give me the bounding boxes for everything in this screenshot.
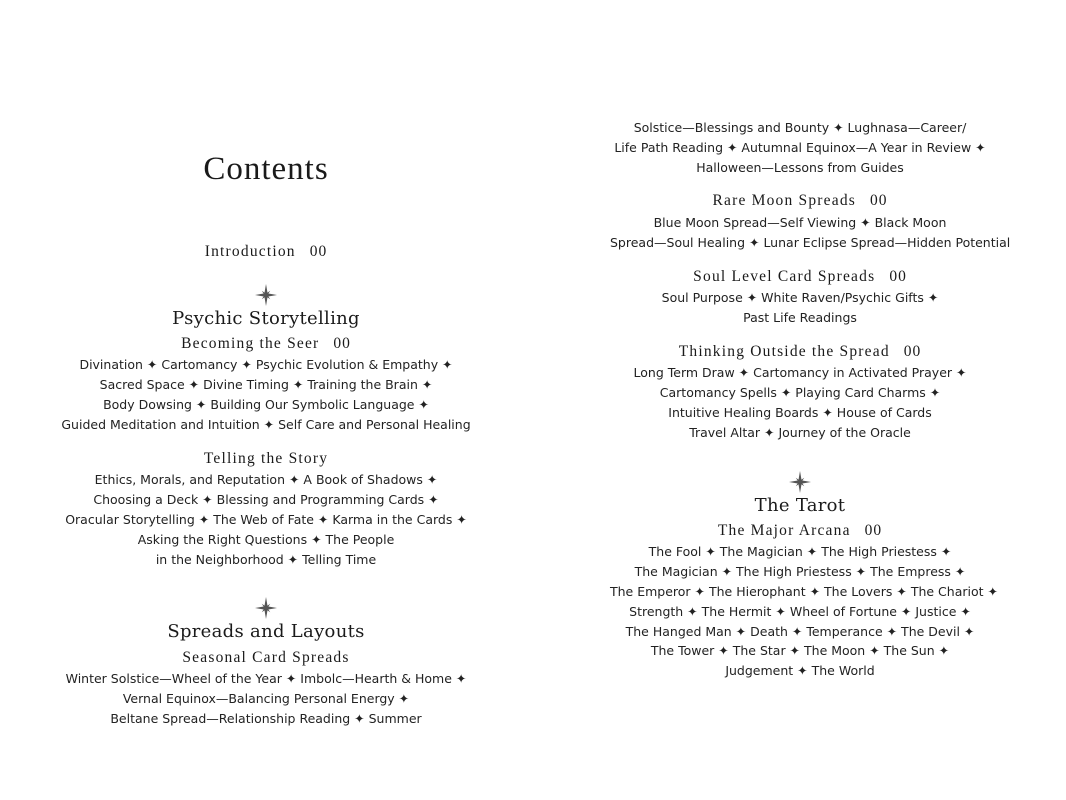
chapter-title: Introduction bbox=[204, 243, 296, 260]
topic-line: Blue Moon Spread—Self Viewing ✦ Black Moon bbox=[653, 215, 947, 230]
chapter-title: Soul Level Card Spreads bbox=[693, 268, 876, 285]
topic-line: Travel Altar ✦ Journey of the Oracle bbox=[689, 425, 911, 440]
toc-entry-telling-the-story[interactable] bbox=[60, 450, 472, 468]
chapter-title: Seasonal Card Spreads bbox=[182, 649, 350, 666]
page-title: Contents bbox=[203, 151, 329, 187]
topic-line: Strength ✦ The Hermit ✦ Wheel of Fortune ✦ Justice ✦ bbox=[629, 604, 971, 619]
chapter-title: Rare Moon Spreads bbox=[712, 192, 856, 209]
topic-line: Ethics, Morals, and Reputation ✦ A Book of Shadows ✦ bbox=[94, 472, 438, 487]
part-title-spreads-and-layouts: Spreads and Layouts bbox=[167, 621, 365, 642]
page-number: 00 bbox=[903, 343, 922, 360]
topic-line: The Magician ✦ The High Priestess ✦ The Empress ✦ bbox=[634, 564, 966, 579]
topic-line: Past Life Readings bbox=[743, 310, 857, 325]
toc-entry-becoming-the-seer[interactable] bbox=[60, 335, 472, 353]
topic-line: The Hanged Man ✦ Death ✦ Temperance ✦ The Devil ✦ bbox=[625, 624, 975, 639]
topic-line: The Tower ✦ The Star ✦ The Moon ✦ The Sun ✦ bbox=[650, 643, 950, 658]
topic-line: Halloween—Lessons from Guides bbox=[696, 160, 904, 175]
topic-line: Cartomancy Spells ✦ Playing Card Charms ✦ bbox=[659, 385, 941, 400]
topic-line: Soul Purpose ✦ White Raven/Psychic Gifts ✦ bbox=[661, 290, 939, 305]
toc-entry-seasonal-card-spreads[interactable] bbox=[60, 649, 472, 667]
chapter-title: Thinking Outside the Spread bbox=[678, 343, 890, 360]
topic-line: Oracular Storytelling ✦ The Web of Fate ✦ Karma in the Cards ✦ bbox=[65, 512, 467, 527]
topic-line: Judgement ✦ The World bbox=[725, 663, 875, 678]
part-title-psychic-storytelling: Psychic Storytelling bbox=[172, 308, 360, 329]
topic-line: Solstice—Blessings and Bounty ✦ Lughnasa—Career/ bbox=[633, 120, 967, 135]
topic-line: Spread—Soul Healing ✦ Lunar Eclipse Spread—Hidden Potential bbox=[610, 235, 1011, 250]
topic-line: The Emperor ✦ The Hierophant ✦ The Lovers ✦ The Chariot ✦ bbox=[610, 584, 998, 599]
chapter-title: Telling the Story bbox=[203, 450, 329, 467]
topic-line: Divination ✦ Cartomancy ✦ Psychic Evolution & Empathy ✦ bbox=[79, 357, 453, 372]
page-number: 00 bbox=[889, 268, 907, 285]
topic-line: Body Dowsing ✦ Building Our Symbolic Language ✦ bbox=[103, 397, 429, 412]
topic-line: Intuitive Healing Boards ✦ House of Cards bbox=[668, 405, 932, 420]
toc-entry-thinking-outside-the-spread[interactable] bbox=[610, 343, 990, 361]
topic-line: Beltane Spread—Relationship Reading ✦ Summer bbox=[110, 711, 422, 726]
page-number: 00 bbox=[309, 243, 328, 260]
topic-line: Winter Solstice—Wheel of the Year ✦ Imbolc—Hearth & Home ✦ bbox=[65, 671, 467, 686]
toc-entry-soul-level-card-spreads[interactable] bbox=[610, 268, 990, 286]
page-number: 00 bbox=[870, 192, 888, 209]
chapter-title: Becoming the Seer bbox=[181, 335, 320, 352]
toc-entry-the-major-arcana[interactable] bbox=[610, 522, 990, 540]
topic-line: Life Path Reading ✦ Autumnal Equinox—A Year in Review ✦ bbox=[614, 140, 986, 155]
chapter-title: The Major Arcana bbox=[717, 522, 851, 539]
compass-star-icon bbox=[789, 471, 811, 493]
topic-line: The Fool ✦ The Magician ✦ The High Priestess ✦ bbox=[648, 544, 952, 559]
part-title-the-tarot: The Tarot bbox=[754, 495, 846, 516]
topic-line: Long Term Draw ✦ Cartomancy in Activated Prayer ✦ bbox=[633, 365, 967, 380]
compass-star-icon bbox=[255, 284, 277, 306]
toc-entry-introduction[interactable] bbox=[60, 243, 472, 261]
topic-line: Guided Meditation and Intuition ✦ Self Care and Personal Healing bbox=[61, 417, 471, 432]
page-number: 00 bbox=[864, 522, 883, 539]
topic-line: Vernal Equinox—Balancing Personal Energy ✦ bbox=[122, 691, 410, 706]
topic-line: Sacred Space ✦ Divine Timing ✦ Training the Brain ✦ bbox=[99, 377, 433, 392]
compass-star-icon bbox=[255, 597, 277, 619]
topic-line: Asking the Right Questions ✦ The People bbox=[137, 532, 395, 547]
page-number: 00 bbox=[333, 335, 351, 352]
toc-entry-rare-moon-spreads[interactable] bbox=[610, 192, 990, 210]
topic-line: in the Neighborhood ✦ Telling Time bbox=[155, 552, 377, 567]
topic-line: Choosing a Deck ✦ Blessing and Programming Cards ✦ bbox=[93, 492, 439, 507]
